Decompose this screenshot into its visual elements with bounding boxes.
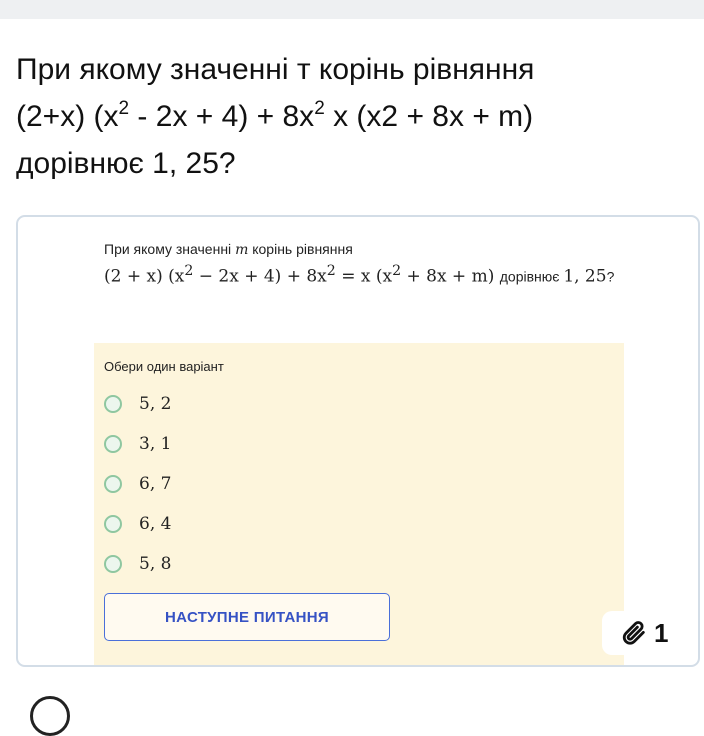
radio-button[interactable] [104, 435, 122, 453]
attachment-counter[interactable] [602, 611, 692, 655]
question-line-3: дорівнює 1, 25? [16, 147, 236, 180]
option-2[interactable] [104, 433, 404, 457]
exponent: 2 [326, 263, 336, 279]
equation-text: дорівнює [499, 268, 564, 285]
screenshot-title [104, 241, 353, 258]
option-label: 6, 4 [139, 514, 172, 534]
attached-image-card[interactable] [16, 215, 700, 667]
option-5[interactable] [104, 553, 404, 577]
option-label: 3, 1 [139, 434, 172, 454]
option-1[interactable] [104, 393, 404, 417]
quiz-panel [94, 343, 624, 667]
paperclip-icon [620, 619, 648, 647]
variable-m: m [235, 242, 249, 258]
radio-button[interactable] [104, 475, 122, 493]
question-line-2-part: (2+x) (x [16, 100, 119, 133]
equation-part: (2 + x) (x [104, 266, 185, 287]
equation-value: 1, 25 [563, 266, 607, 287]
question-text [16, 46, 688, 187]
equation-part: − 2x + 4) + 8x [193, 266, 327, 287]
question-line-2-part: x (x2 + 8x + m) [324, 100, 534, 133]
question-line-2-part: - 2x + 4) + 8x [129, 100, 315, 133]
choose-one-label: Обери один варіант [104, 359, 224, 374]
option-label: 6, 7 [139, 474, 172, 494]
screenshot-equation [104, 263, 614, 287]
question-line-1: При якому значенні т корінь рівняння [16, 53, 535, 86]
exponent: 2 [314, 98, 325, 119]
option-label: 5, 8 [139, 554, 172, 574]
avatar [30, 696, 70, 736]
attachment-count: 1 [654, 617, 669, 648]
radio-button[interactable] [104, 515, 122, 533]
next-question-button[interactable]: НАСТУПНЕ ПИТАННЯ [104, 593, 390, 641]
option-label: 5, 2 [139, 394, 172, 414]
equation-question-mark: ? [606, 268, 615, 285]
exponent: 2 [184, 263, 194, 279]
equation-part: = x (x [335, 266, 393, 287]
screenshot-title-part: корінь рівняння [248, 241, 353, 257]
equation-part: + 8x + m) [401, 266, 500, 287]
radio-button[interactable] [104, 395, 122, 413]
radio-button[interactable] [104, 555, 122, 573]
top-bar [0, 0, 704, 19]
option-3[interactable] [104, 473, 404, 497]
exponent: 2 [118, 98, 130, 119]
question-line-2 [16, 93, 688, 140]
exponent: 2 [392, 263, 402, 279]
option-4[interactable] [104, 513, 404, 537]
screenshot-title-part: При якому значенні [104, 241, 236, 257]
